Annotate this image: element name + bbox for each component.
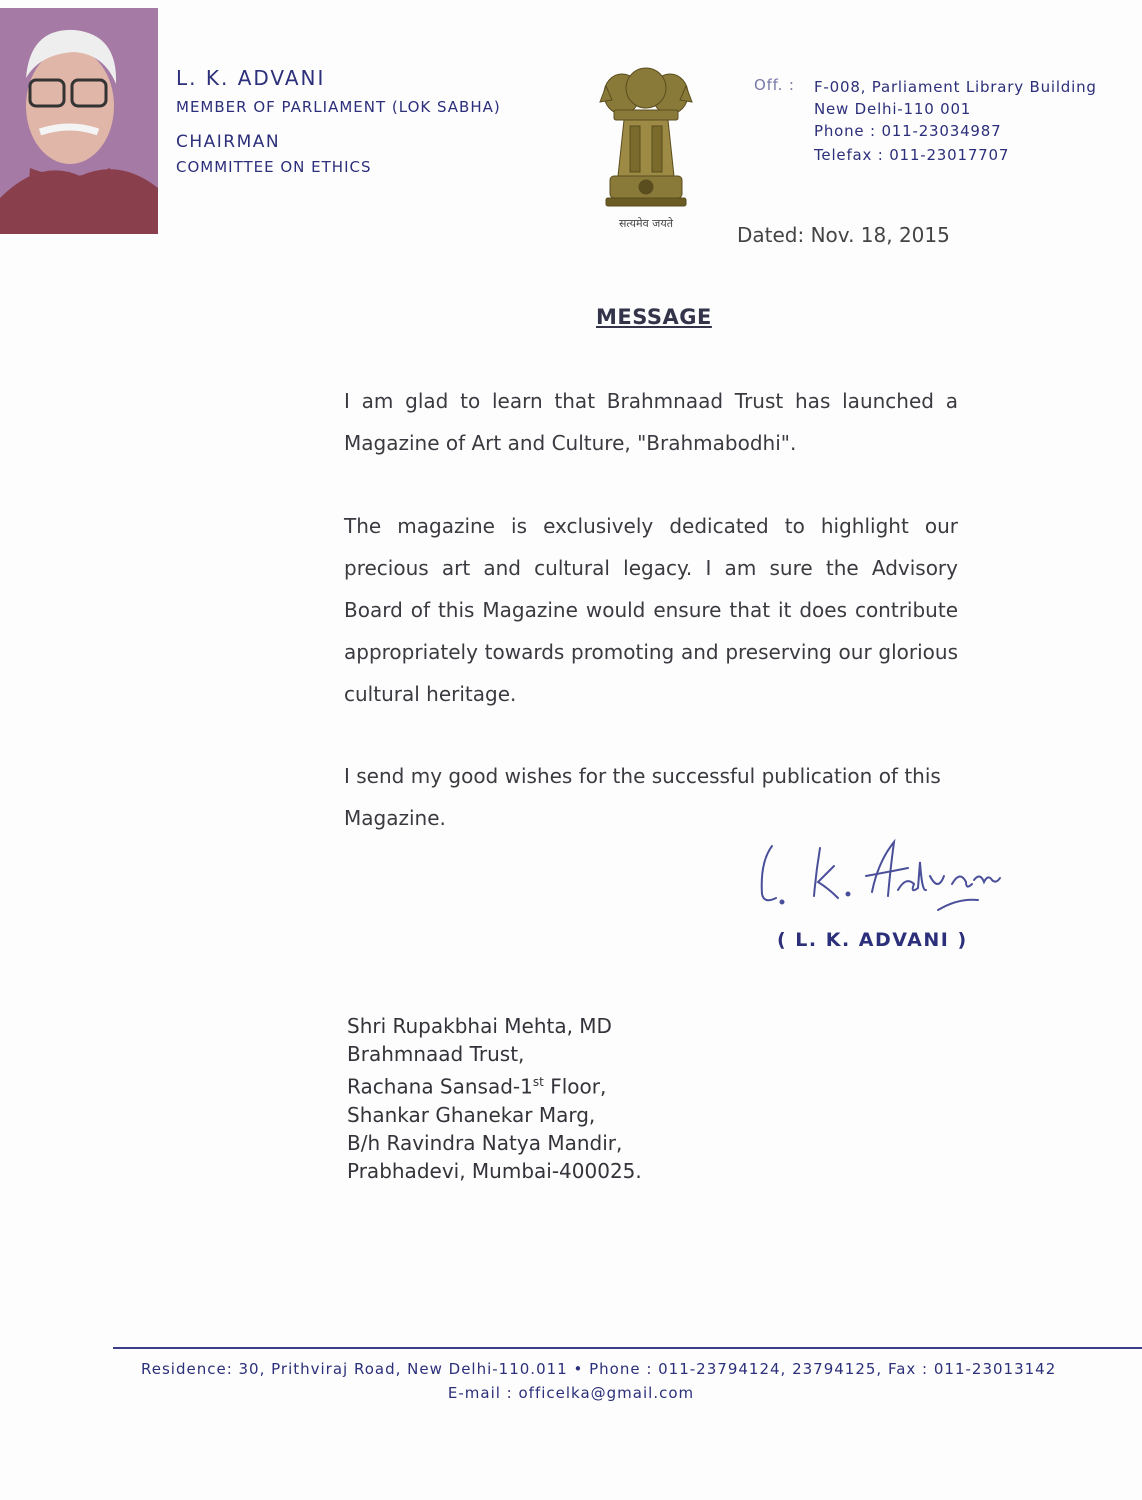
telefax-value: 011-23017707 <box>889 146 1010 164</box>
recipient-landmark: B/h Ravindra Natya Mandir, <box>347 1130 623 1155</box>
emblem-motto: सत्यमेव जयते <box>618 217 673 230</box>
recipient-org: Brahmnaad Trust, <box>347 1042 525 1066</box>
recipient-street: Shankar Ghanekar Marg, <box>347 1102 596 1127</box>
national-emblem-icon <box>596 66 696 216</box>
recipient-building: Rachana Sansad-1st Floor, <box>347 1074 607 1099</box>
letter-date: Dated: Nov. 18, 2015 <box>737 223 950 247</box>
message-paragraph-1: I am glad to learn that Brahmnaad Trust has launched a Magazine of Art and Culture, "Brahmabodhi". <box>344 389 958 455</box>
letterhead-designation: MEMBER OF PARLIAMENT (LOK SABHA) <box>176 98 501 116</box>
letterhead-committee: COMMITTEE ON ETHICS <box>176 158 372 176</box>
office-city: New Delhi-110 001 <box>814 100 972 118</box>
footer-divider <box>113 1347 1142 1349</box>
letter-title: MESSAGE <box>596 305 712 329</box>
printed-signatory-name: ( L. K. ADVANI ) <box>777 929 968 951</box>
recipient-city: Prabhadevi, Mumbai-400025. <box>347 1158 642 1183</box>
footer-residence: Residence: 30, Prithviraj Road, New Delhi-110.011 • Phone : 011-23794124, 23794125, Fax : 011-23013142 <box>141 1360 1057 1378</box>
phone-value: 011-23034987 <box>881 122 1002 140</box>
letterhead-role: CHAIRMAN <box>176 132 281 152</box>
recipient-name: Shri Rupakbhai Mehta, MD <box>347 1014 612 1038</box>
portrait-photo <box>0 8 158 234</box>
recipient-address <box>347 1012 642 1185</box>
footer-email: E-mail : officelka@gmail.com <box>447 1384 695 1402</box>
letterhead-name: L. K. ADVANI <box>176 66 326 90</box>
telefax-label: Telefax : <box>814 146 884 164</box>
handwritten-signature <box>748 832 1008 924</box>
office-line: F-008, Parliament Library Building <box>814 78 1097 96</box>
phone-label: Phone : <box>814 122 876 140</box>
message-paragraph-2: The magazine is exclusively dedicated to highlight our precious art and cultural legacy. I am sure the Advisory Board of this Magazine would ensure that it does contribute appropriately towards promoting and preserving our glorious cultural heritage. <box>344 514 958 706</box>
message-paragraph-3: I send my good wishes for the successful publication of this Magazine. <box>344 764 941 830</box>
office-label: Off. : <box>754 76 795 94</box>
